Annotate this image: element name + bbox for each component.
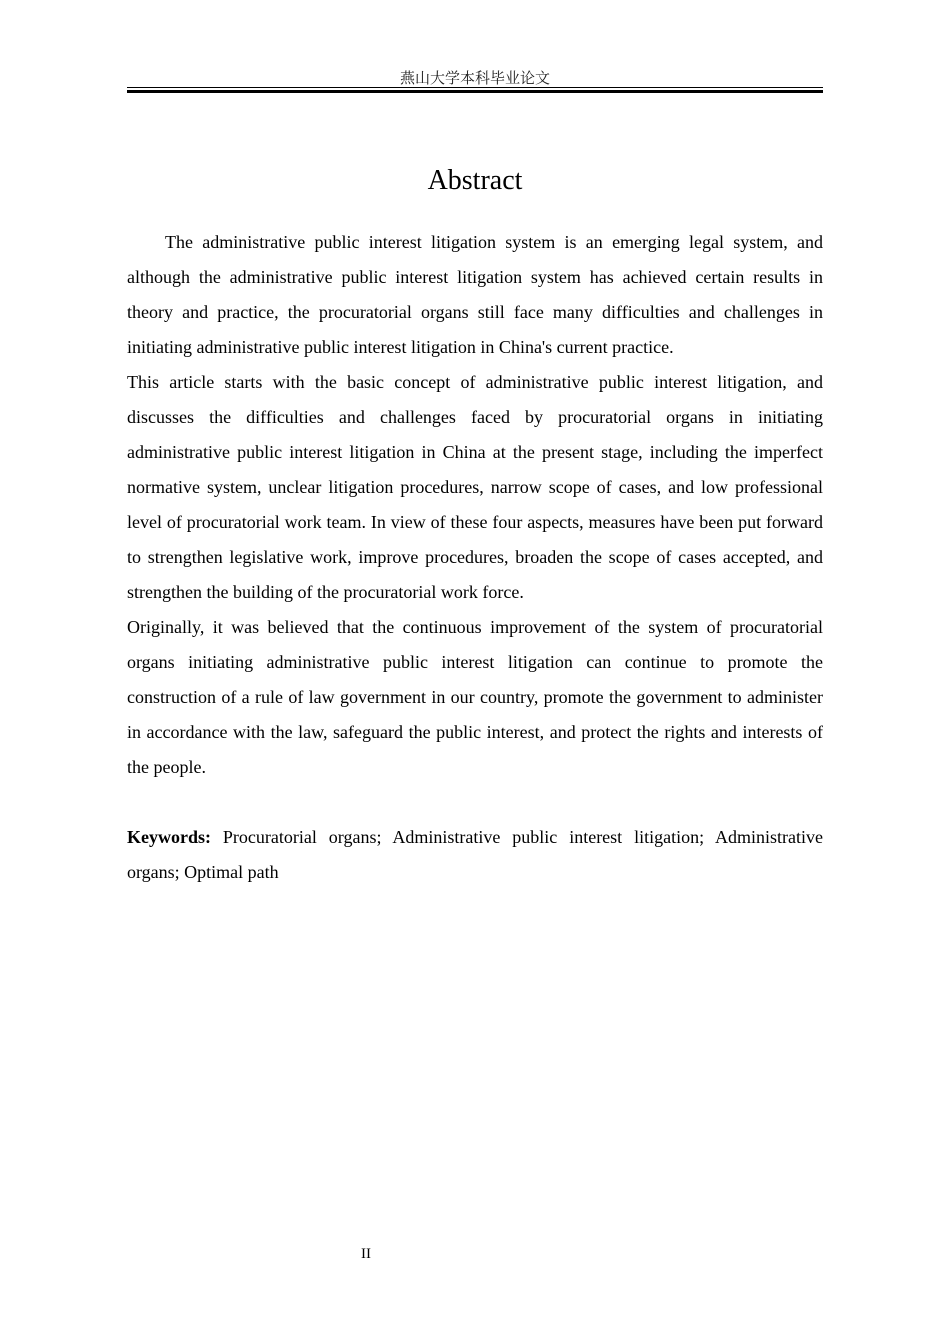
keywords-line: [127, 820, 823, 890]
keywords-label: Keywords:: [127, 827, 211, 847]
abstract-paragraph-3: Originally, it was believed that the continuous improvement of the system of procuratorial organs initiating administrative public interest litigation can continue to promote the construction of a rule of law government in our country, promote the government to administer in accordance with the law, safeguard the public interest, and protect the rights and interests of the people.: [127, 617, 823, 777]
abstract-paragraph-1: The administrative public interest litigation system is an emerging legal system, and although the administrative public interest litigation system has achieved certain results in theory and practice, the procuratorial organs still face many difficulties and challenges in initiating administrative public interest litigation in China's current practice.: [127, 232, 823, 357]
header-rule-thin: [127, 87, 823, 88]
keywords-text: Procuratorial organs; Administrative public interest litigation; Administrative organs; Optimal path: [127, 827, 824, 882]
page-number: II: [361, 1246, 371, 1262]
header-rule-thick: [127, 90, 823, 93]
abstract-paragraph-2: This article starts with the basic concept of administrative public interest litigation, and discusses the difficulties and challenges faced by procuratorial organs in initiating administrative public interest litigation in China at the present stage, including the imperfect normative system, unclear litigation procedures, narrow scope of cases, and low professional level of procuratorial work team. In view of these four aspects, measures have been put forward to strengthen legislative work, improve procedures, broaden the scope of cases accepted, and strengthen the building of the procuratorial work force.: [127, 372, 823, 602]
header-title: 燕山大学本科毕业论文: [399, 69, 550, 87]
page-header: [127, 66, 823, 94]
abstract-body: [127, 225, 823, 890]
abstract-title: Abstract: [427, 165, 523, 196]
